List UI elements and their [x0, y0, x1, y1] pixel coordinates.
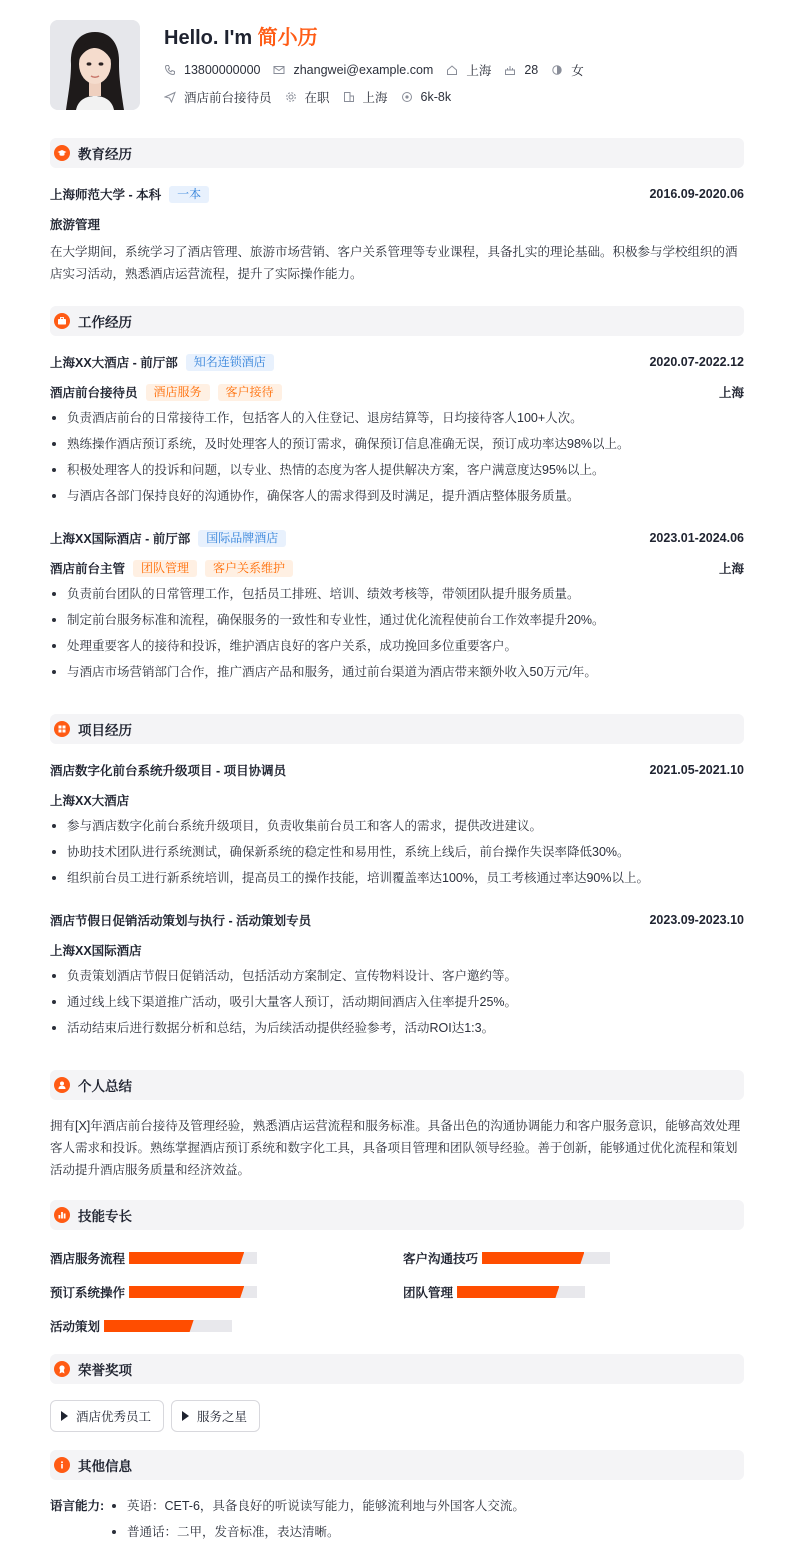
project-bullets — [50, 963, 744, 1041]
greeting: Hello. I'm — [164, 27, 258, 49]
project-entry — [50, 761, 744, 891]
skill-bar-fill — [457, 1286, 559, 1298]
phone-item — [164, 63, 260, 77]
skill-name: 客户沟通技巧 — [403, 1252, 479, 1266]
role-tag: 客户接待 — [218, 384, 282, 401]
list-item: 参与酒店数字化前台系统升级项目，负责收集前台员工和客人的需求，提供改进建议。 — [50, 813, 744, 839]
gender-item — [551, 61, 584, 79]
skill-item — [50, 1318, 232, 1334]
building-icon — [343, 91, 355, 103]
graduation-cap-icon — [54, 145, 70, 161]
list-item: 与酒店各部门保持良好的沟通协作，确保客人的需求得到及时满足，提升酒店整体服务质量。 — [50, 483, 744, 509]
list-item: 组织前台员工进行新系统培训，提高员工的操作技能，培训覆盖率达100%，员工考核通过率达90%以上。 — [50, 865, 744, 891]
gender-text: 女 — [571, 64, 584, 78]
email-text: zhangwei@example.com — [293, 63, 434, 77]
project-period: 2021.05-2021.10 — [649, 763, 744, 777]
job-role: 酒店前台接待员 — [50, 386, 138, 400]
job-role: 酒店前台主管 — [50, 562, 126, 576]
skills-list — [50, 1250, 744, 1350]
section-title: 项目经历 — [78, 723, 132, 738]
list-item: 与酒店市场营销部门合作，推广酒店产品和服务，通过前台渠道为酒店带来额外收入50万元/年。 — [50, 659, 744, 685]
send-icon — [164, 91, 176, 103]
skill-item — [50, 1284, 257, 1300]
project-period: 2023.09-2023.10 — [649, 913, 744, 927]
company-tag: 知名连锁酒店 — [186, 354, 274, 371]
contact-row — [164, 61, 597, 79]
section-work — [50, 306, 744, 336]
company-tag: 国际品牌酒店 — [198, 530, 286, 547]
work-location: 上海 — [718, 562, 744, 576]
language-label: 语言能力: — [50, 1499, 105, 1513]
section-education — [50, 138, 744, 168]
gear-icon — [285, 91, 297, 103]
education-description: 在大学期间，系统学习了酒店管理、旅游市场营销、客户关系管理等专业课程，具备扎实的理论基础。积极参与学校组织的酒店实习活动，熟悉酒店运营流程，提升了实际操作能力。 — [50, 245, 738, 281]
skill-bar-fill — [129, 1286, 244, 1298]
list-item: 协助技术团队进行系统测试，确保新系统的稳定性和易用性，系统上线后，前台操作失误率降低30%。 — [50, 839, 744, 865]
work-location: 上海 — [718, 386, 744, 400]
honor-label: 酒店优秀员工 — [76, 1410, 152, 1424]
skill-bar-fill — [482, 1252, 584, 1264]
project-title: 酒店数字化前台系统升级项目 - 项目协调员 — [50, 764, 287, 778]
salary-item — [401, 90, 452, 104]
education-period: 2016.09-2020.06 — [649, 187, 744, 201]
project-entry — [50, 911, 744, 1041]
skill-bar-fill — [104, 1320, 194, 1332]
skill-name: 酒店服务流程 — [50, 1252, 126, 1266]
candidate-name: 简小历 — [257, 27, 318, 49]
section-title: 其他信息 — [78, 1459, 132, 1474]
phone-icon — [164, 64, 176, 76]
resume-title — [164, 21, 318, 50]
cake-icon — [504, 64, 516, 76]
work-city-item — [343, 88, 388, 106]
avatar — [50, 20, 140, 110]
email-item — [273, 63, 433, 77]
award-icon — [54, 1361, 70, 1377]
honor-badge — [50, 1400, 164, 1432]
home-icon — [446, 64, 458, 76]
resume-page — [50, 20, 744, 1539]
section-title: 荣誉奖项 — [78, 1363, 132, 1378]
mail-icon — [273, 64, 285, 76]
work-period: 2023.01-2024.06 — [649, 531, 744, 545]
company-name: 上海XX国际酒店 - 前厅部 — [50, 532, 191, 546]
list-item: 制定前台服务标准和流程，确保服务的一致性和专业性，通过优化流程使前台工作效率提升20%。 — [50, 607, 744, 633]
section-other — [50, 1450, 744, 1480]
section-summary — [50, 1070, 744, 1100]
work-period: 2020.07-2022.12 — [649, 355, 744, 369]
list-item: 活动结束后进行数据分析和总结，为后续活动提供经验参考，活动ROI达1:3。 — [50, 1015, 744, 1041]
play-icon — [182, 1411, 189, 1421]
user-icon — [54, 1077, 70, 1093]
skill-item — [403, 1250, 610, 1266]
status-text: 在职 — [304, 91, 330, 105]
skill-bar — [129, 1286, 257, 1298]
role-tag: 客户关系维护 — [205, 560, 293, 577]
role-tag: 酒店服务 — [146, 384, 210, 401]
status-item — [285, 88, 330, 106]
money-icon — [401, 91, 413, 103]
list-item: 负责酒店前台的日常接待工作，包括客人的入住登记、退房结算等，日均接待客人100+人次。 — [50, 405, 744, 431]
work-city-text: 上海 — [362, 91, 388, 105]
skill-bar — [482, 1252, 610, 1264]
skill-item — [50, 1250, 257, 1266]
skill-item — [403, 1284, 585, 1300]
play-icon — [61, 1411, 68, 1421]
company-name: 上海XX大酒店 - 前厅部 — [50, 356, 178, 370]
honor-label: 服务之星 — [197, 1410, 248, 1424]
list-item: 英语：CET-6，具备良好的听说读写能力，能够流利地与外国客人交流。 — [110, 1493, 525, 1519]
resume-header — [50, 20, 744, 115]
education-entry — [50, 185, 744, 285]
age-text: 28 — [524, 63, 539, 77]
project-org: 上海XX国际酒店 — [50, 944, 142, 958]
briefcase-icon — [54, 313, 70, 329]
city-text: 上海 — [466, 64, 492, 78]
skill-bar — [457, 1286, 585, 1298]
skill-name: 团队管理 — [403, 1286, 454, 1300]
section-honors — [50, 1354, 744, 1384]
project-org: 上海XX大酒店 — [50, 794, 130, 808]
language-block — [50, 1493, 744, 1553]
work-entry — [50, 529, 744, 685]
list-item: 熟练操作酒店预订系统，及时处理客人的预订需求，确保预订信息准确无误，预订成功率达98%以上。 — [50, 431, 744, 457]
gender-icon — [551, 64, 563, 76]
position-text: 酒店前台接待员 — [184, 91, 272, 105]
school-name: 上海师范大学 - 本科 — [50, 188, 162, 202]
honors-list — [50, 1400, 744, 1432]
skill-name: 预订系统操作 — [50, 1286, 126, 1300]
list-item: 普通话：二甲，发音标准，表达清晰。 — [110, 1519, 525, 1545]
job-intent-row — [164, 88, 464, 106]
list-item: 负责前台团队的日常管理工作，包括员工排班、培训、绩效考核等，带领团队提升服务质量。 — [50, 581, 744, 607]
honor-badge — [171, 1400, 260, 1432]
skill-bar — [129, 1252, 257, 1264]
section-projects — [50, 714, 744, 744]
grid-icon — [54, 721, 70, 737]
work-bullets — [50, 581, 744, 685]
project-title: 酒店节假日促销活动策划与执行 - 活动策划专员 — [50, 914, 312, 928]
list-item: 通过线上线下渠道推广活动，吸引大量客人预订，活动期间酒店入住率提升25%。 — [50, 989, 744, 1015]
work-bullets — [50, 405, 744, 509]
language-list — [110, 1493, 525, 1545]
section-title: 工作经历 — [78, 315, 132, 330]
info-icon — [54, 1457, 70, 1473]
section-title: 个人总结 — [78, 1079, 132, 1094]
list-item: 积极处理客人的投诉和问题，以专业、热情的态度为客人提供解决方案，客户满意度达95%以上。 — [50, 457, 744, 483]
school-tag: 一本 — [169, 186, 209, 203]
skill-bar — [104, 1320, 232, 1332]
position-item — [164, 88, 272, 106]
bar-chart-icon — [54, 1207, 70, 1223]
project-bullets — [50, 813, 744, 891]
skill-name: 活动策划 — [50, 1320, 101, 1334]
section-skills — [50, 1200, 744, 1230]
list-item: 负责策划酒店节假日促销活动，包括活动方案制定、宣传物料设计、客户邀约等。 — [50, 963, 744, 989]
role-tag: 团队管理 — [133, 560, 197, 577]
summary-text: 拥有[X]年酒店前台接待及管理经验，熟悉酒店运营流程和服务标准。具备出色的沟通协调能力和客户服务意识，能够高效处理客人需求和投诉。熟练掌握酒店预订系统和数字化工具，具备项目管理和团队领导经验。善于创新，能够通过优化流程和策划活动提升酒店服务质量和经济效益。 — [50, 1119, 741, 1177]
work-entry — [50, 353, 744, 509]
city-item — [446, 61, 491, 79]
skill-bar-fill — [129, 1252, 244, 1264]
list-item: 处理重要客人的接待和投诉，维护酒店良好的客户关系，成功挽回多位重要客户。 — [50, 633, 744, 659]
age-item — [504, 63, 538, 77]
section-title: 教育经历 — [78, 147, 132, 162]
salary-text: 6k-8k — [420, 90, 452, 104]
major: 旅游管理 — [50, 218, 101, 232]
phone-text: 13800000000 — [184, 63, 261, 77]
section-title: 技能专长 — [78, 1209, 132, 1224]
